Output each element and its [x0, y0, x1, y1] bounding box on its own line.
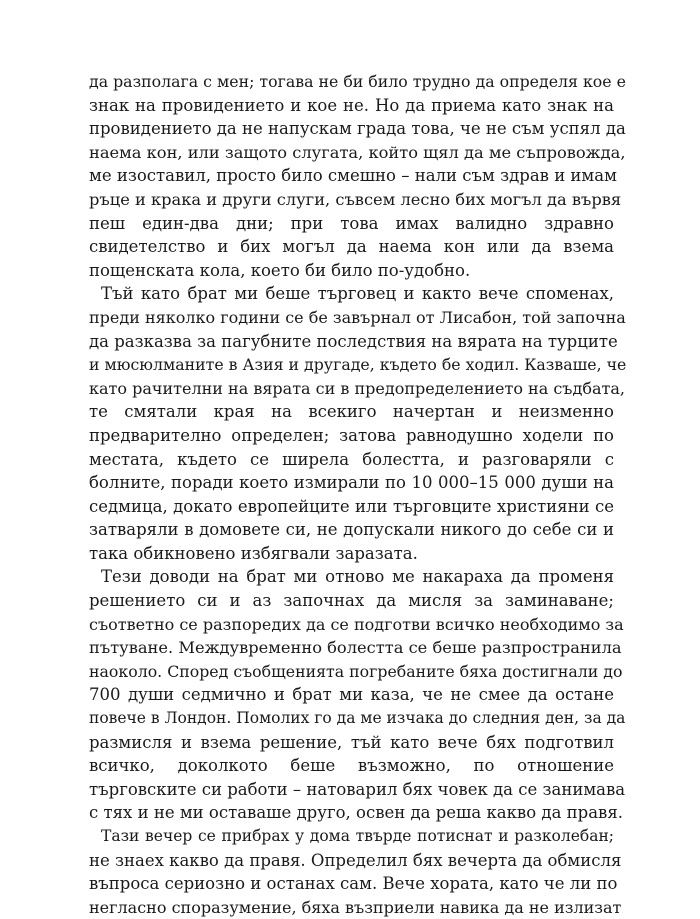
text-line: Тази вечер се прибрах у дома твърде потиснат и разколебан; [101, 827, 614, 845]
text-line: преди няколко години се бе завърнал от Лисабон, той започна [89, 307, 626, 327]
text-line: провидението да не напускам града това, че не съм успял да [89, 119, 626, 139]
text-line: да разказва за пагубните последствия на вярата на турците [89, 331, 618, 351]
text-line: 700 души седмично и брат ми каза, че не смее да остане [89, 685, 614, 705]
paragraph [89, 825, 622, 919]
text-line: предварително определен; затова равнодушно ходели по [89, 425, 614, 445]
text-line: с тях и не ми оставаше друго, освен да реша какво да правя. [89, 803, 623, 823]
text-line: местата, където се ширела болестта, и разговаряли с [89, 449, 614, 469]
text-line: съответно се разпоредих да се подготви всичко необходимо за [89, 614, 624, 634]
text-line: и мюсюлманите в Азия и другаде, където бе ходил. Казваше, че [89, 355, 627, 375]
text-line: да разполага с мен; тогава не би било трудно да определя кое е [89, 72, 626, 91]
paragraph [89, 565, 626, 825]
text-line: наоколо. Според съобщенията погребаните бяха достигнали до [89, 661, 623, 681]
text-line: болните, поради което измирали по 10 000–15 000 души на [89, 473, 614, 493]
text-line: наема кон, или защото слугата, който щял да ме съпровожда, [89, 142, 626, 162]
paragraph [89, 70, 626, 282]
text-line: Тъй като брат ми беше търговец и както вече споменах, [101, 284, 614, 304]
text-line: всичко, доколкото беше възможно, по отношение [89, 756, 614, 776]
text-line: търговските си работи – натоварил бях човек да се занимава [89, 779, 626, 799]
text-line: не знаех какво да правя. Определил бях вечерта да обмисля [89, 850, 622, 870]
text-line: така обикновено избягвали заразата. [89, 543, 418, 563]
paragraph [89, 282, 627, 565]
text-line: седмица, докато европейците или търговците християни се [89, 496, 614, 516]
text-line: пътуване. Междувременно болестта се беше разпространила [89, 638, 622, 658]
text-line: затваряли в домовете си, не допускали никого до себе си и [89, 520, 614, 540]
text-line: въпроса сериозно и останах сам. Вече хората, като че ли по [89, 874, 618, 894]
text-line: пеш един-два дни; при това имах валидно здравно [89, 213, 614, 233]
text-line: повече в Лондон. Помолих го да ме изчака до следния ден, за да [89, 709, 626, 728]
text-line: ме изоставил, просто било смешно – нали съм здрав и имам [89, 166, 617, 186]
body-text [89, 70, 627, 919]
text-line: те смятали края на всекиго начертан и неизменно [89, 402, 614, 422]
text-line: решението си и аз започнах да мисля за заминаване; [89, 591, 614, 611]
text-line: негласно споразумение, бяха възприели навика да не излизат [89, 897, 622, 917]
text-line: знак на провидението и кое не. Но да приема като знак на [89, 95, 614, 115]
text-line: свидетелство и бих могъл да наема кон или да взема [89, 237, 614, 257]
text-line: пощенската кола, което би било по-удобно. [89, 260, 471, 280]
text-line: Тези доводи на брат ми отново ме накараха да променя [101, 567, 614, 587]
text-line: като рачителни на вярата си в предопределението на съдбата, [89, 378, 625, 398]
text-line: ръце и крака и други слуги, съвсем лесно бих могъл да вървя [89, 189, 622, 209]
text-line: размисля и взема решение, тъй като вече бях подготвил [89, 732, 614, 752]
